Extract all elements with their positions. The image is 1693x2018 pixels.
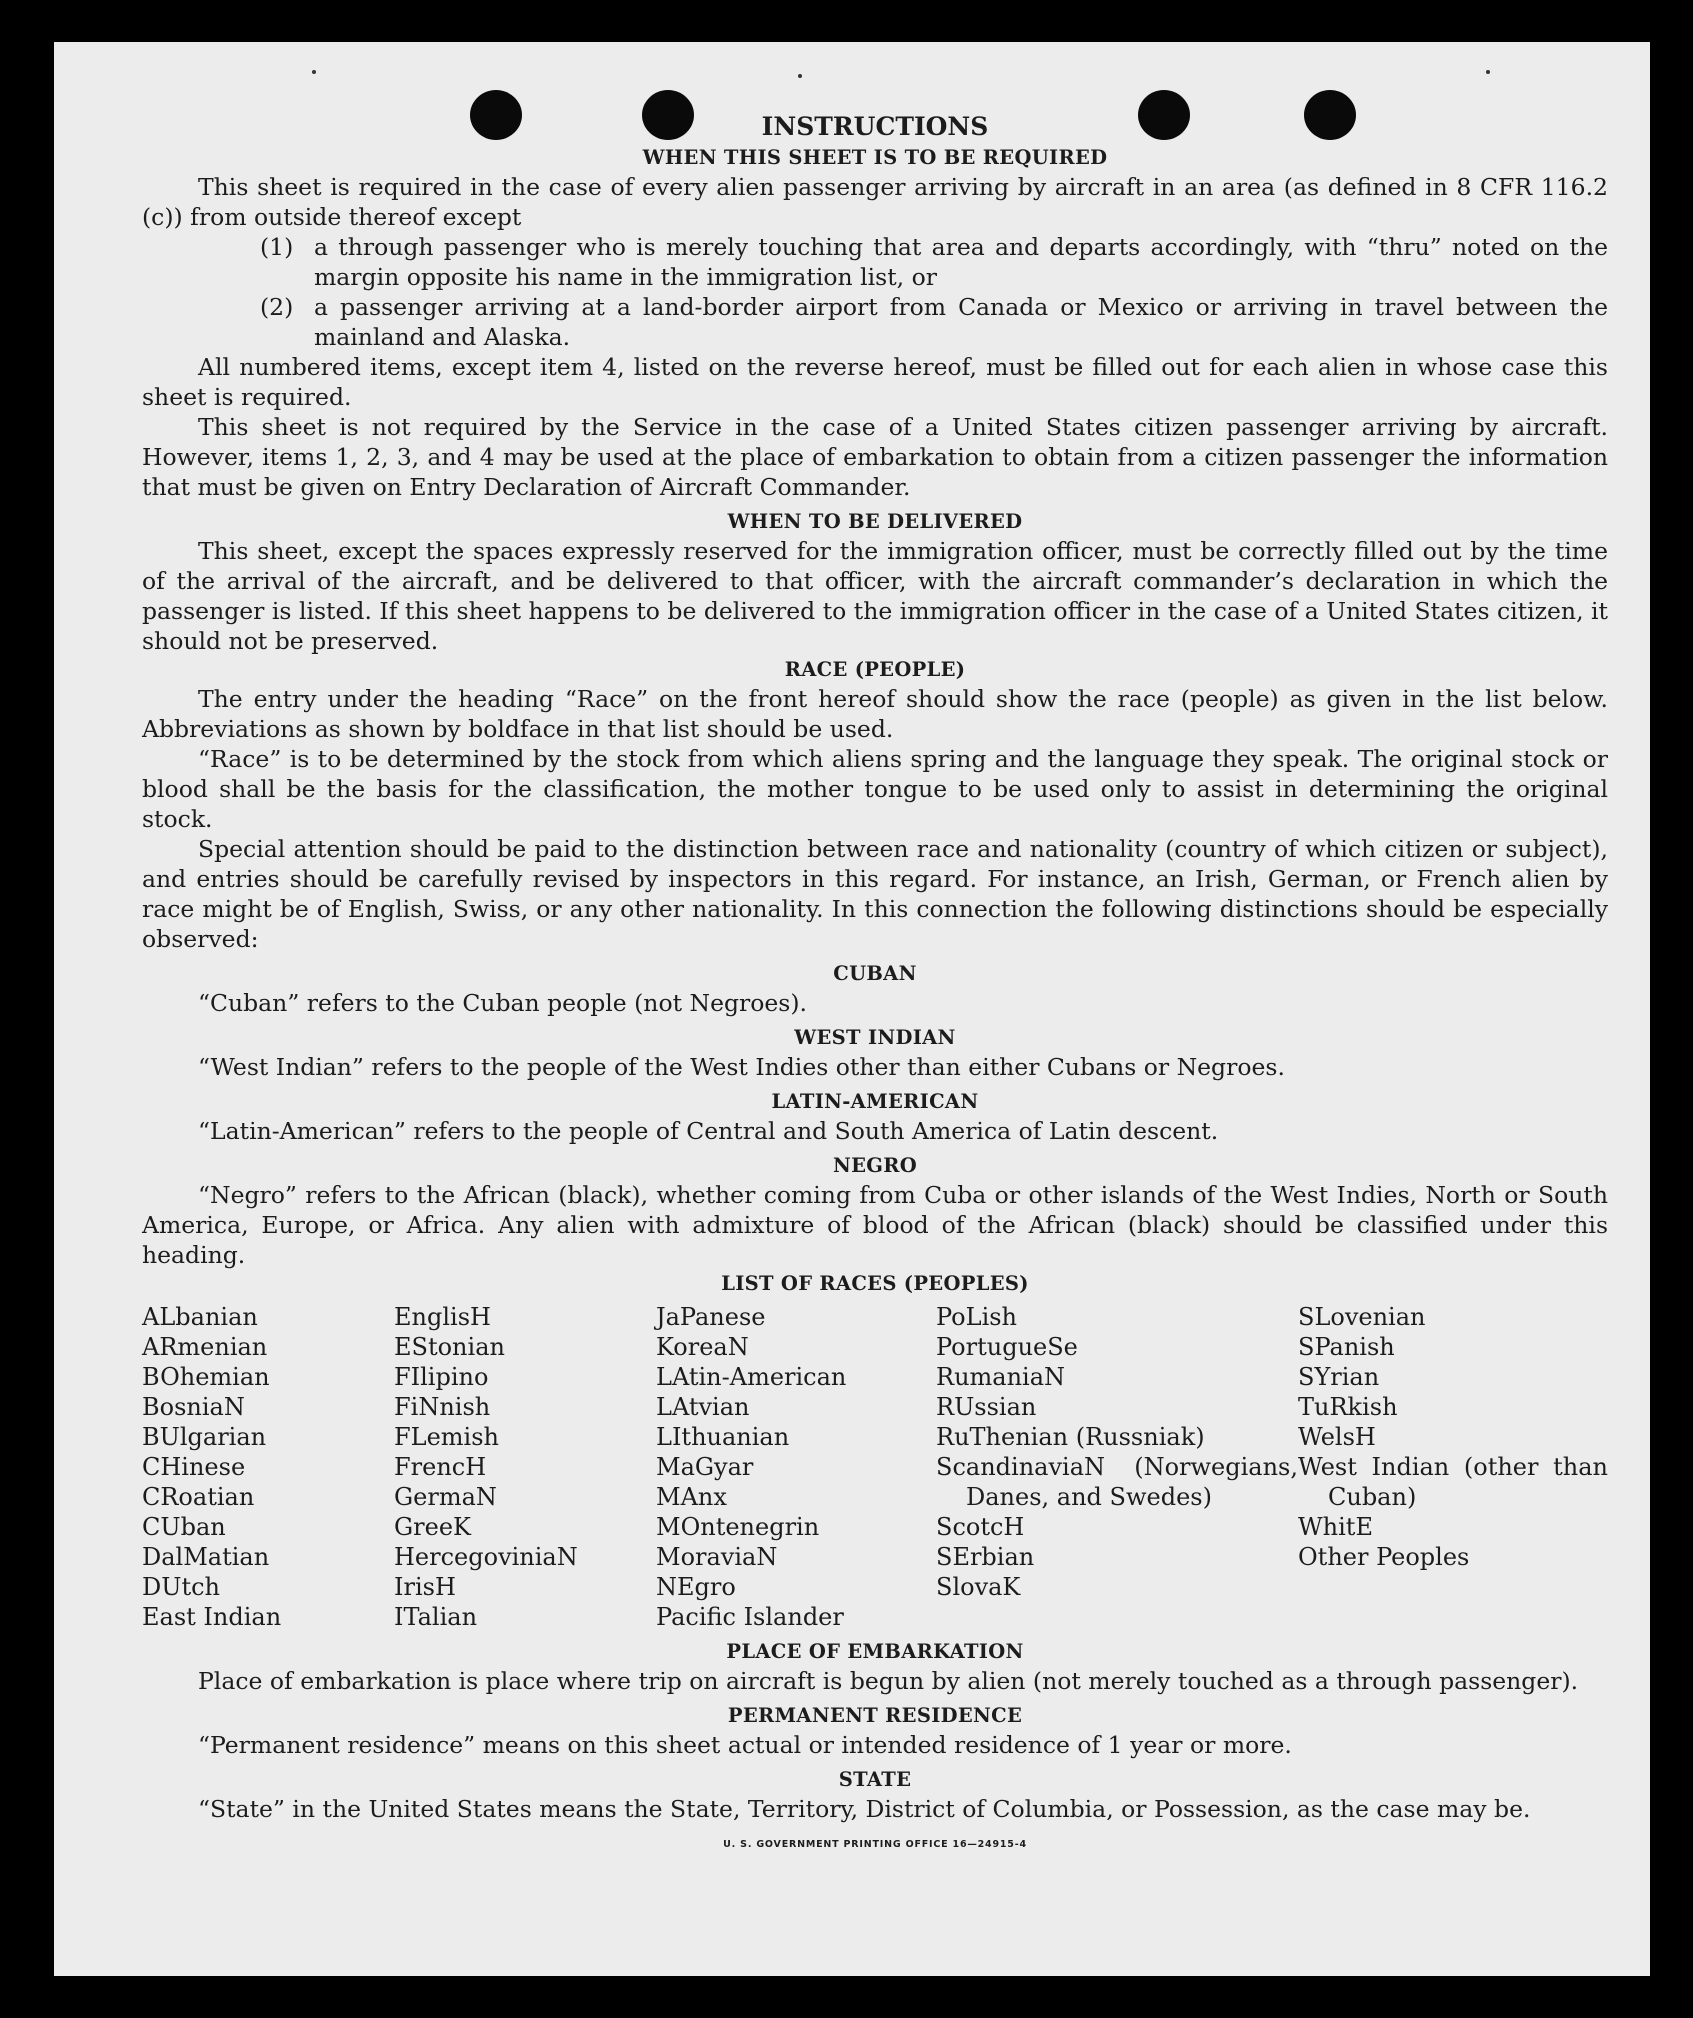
race-entry: RUssian: [936, 1393, 1037, 1421]
race-column: [656, 1302, 936, 1632]
race-entry: MOntenegrin: [656, 1513, 820, 1541]
race-entry: ARmenian: [142, 1333, 268, 1361]
speck: [312, 70, 316, 74]
section-heading: WEST INDIAN: [794, 1026, 956, 1049]
speck: [798, 74, 802, 78]
race-entry: TuRkish: [1298, 1393, 1398, 1421]
paragraph: “Negro” refers to the African (black), whether coming from Cuba or other islands of the West Indies, North or South America, Europe, or Africa. Any alien with admixture of blood of the African (black) should be classified under this heading.: [142, 1181, 1608, 1269]
race-entry: FIlipino: [394, 1363, 489, 1391]
paragraph: All numbered items, except item 4, listed on the reverse hereof, must be filled out for each alien in whose case this sheet is required.: [142, 353, 1608, 411]
race-entry: HercegoviniaN: [394, 1543, 578, 1571]
race-entry: BUlgarian: [142, 1423, 267, 1451]
race-column: [142, 1302, 394, 1632]
race-entry: FLemish: [394, 1423, 499, 1451]
race-entry: KoreaN: [656, 1333, 749, 1361]
race-entry: FrencH: [394, 1453, 487, 1481]
race-entry: CUban: [142, 1513, 226, 1541]
race-entry: SYrian: [1298, 1363, 1380, 1391]
section-heading: PERMANENT RESIDENCE: [727, 1704, 1023, 1727]
paragraph: “Permanent residence” means on this sheet actual or intended residence of 1 year or more.: [198, 1731, 1292, 1759]
race-entry: MAnx: [656, 1483, 727, 1511]
section-heading: CUBAN: [833, 962, 917, 985]
paragraph: Place of embarkation is place where trip on aircraft is begun by alien (not merely touched as a through passenger).: [198, 1667, 1579, 1695]
race-column: [936, 1302, 1298, 1632]
race-entry: SPanish: [1298, 1333, 1395, 1361]
race-entry: DalMatian: [142, 1543, 270, 1571]
race-entry: LAtvian: [656, 1393, 750, 1421]
section-heading: PLACE OF EMBARKATION: [726, 1640, 1024, 1663]
race-entry: SLovenian: [1298, 1303, 1426, 1331]
section-heading: NEGRO: [832, 1154, 918, 1177]
item-text: a through passenger who is merely touching that area and departs accordingly, with “thru” noted on the margin opposite his name in the immigration list, or: [314, 233, 1608, 291]
race-entry: ALbanian: [142, 1303, 258, 1331]
race-entry: DUtch: [142, 1573, 221, 1601]
race-entry: WelsH: [1298, 1423, 1376, 1451]
document-sheet: [54, 42, 1650, 1976]
paragraph: “Latin-American” refers to the people of Central and South America of Latin descent.: [198, 1117, 1219, 1145]
item-number: (2): [260, 293, 294, 321]
paragraph: This sheet, except the spaces expressly reserved for the immigration officer, must be correctly filled out by the time of the arrival of the aircraft, and be delivered to that officer, with the aircraft commander’s declaration in which the passenger is listed. If this sheet happens to be delivered to the immigration officer in the case of a United States citizen, it should not be preserved.: [142, 537, 1608, 655]
race-entry: Other Peoples: [1298, 1543, 1470, 1571]
race-entry: CHinese: [142, 1453, 246, 1481]
race-entry: CRoatian: [142, 1483, 255, 1511]
race-entry: NEgro: [656, 1573, 736, 1601]
race-entry: PortugueSe: [936, 1333, 1078, 1361]
paragraph: “State” in the United States means the State, Territory, District of Columbia, or Possession, as the case may be.: [198, 1795, 1531, 1823]
race-entry: JaPanese: [656, 1303, 766, 1331]
race-entry: GermaN: [394, 1483, 497, 1511]
race-entry: FiNnish: [394, 1393, 491, 1421]
race-entry: LIthuanian: [656, 1423, 790, 1451]
race-entry: SErbian: [936, 1543, 1035, 1571]
instructions-content: [142, 110, 1608, 1860]
race-entry: RumaniaN: [936, 1363, 1066, 1391]
race-entry: EStonian: [394, 1333, 505, 1361]
item-text: a passenger arriving at a land-border airport from Canada or Mexico or arriving in travel between the mainland and Alaska.: [314, 293, 1608, 351]
race-entry: East Indian: [142, 1603, 282, 1631]
paragraph: “Race” is to be determined by the stock from which aliens spring and the language they speak. The original stock or blood shall be the basis for the classification, the mother tongue to be used only to assist in determining the original stock.: [142, 745, 1608, 833]
race-entry: GreeK: [394, 1513, 471, 1541]
section-heading: STATE: [838, 1768, 912, 1791]
section-heading: LIST OF RACES (PEOPLES): [721, 1272, 1029, 1295]
race-entry: PoLish: [936, 1303, 1018, 1331]
paragraph: Special attention should be paid to the distinction between race and nationality (country of which citizen or subject), and entries should be carefully revised by inspectors in this regard. For instance, an Irish, German, or French alien by race might be of English, Swiss, or any other nationality. In this connection the following distinctions should be especially observed:: [142, 835, 1608, 953]
race-entry: LAtin-American: [656, 1363, 847, 1391]
section-heading: WHEN THIS SHEET IS TO BE REQUIRED: [642, 146, 1108, 169]
paragraph: “West Indian” refers to the people of the West Indies other than either Cubans or Negroes.: [198, 1053, 1285, 1081]
section-heading: WHEN TO BE DELIVERED: [727, 510, 1023, 533]
race-entry: ITalian: [394, 1603, 478, 1631]
item-number: (1): [260, 233, 294, 261]
race-entry: MaGyar: [656, 1453, 754, 1481]
paragraph: This sheet is required in the case of every alien passenger arriving by aircraft in an area (as defined in 8 CFR 116.2 (c)) from outside thereof except: [142, 173, 1608, 231]
race-column: [1298, 1302, 1608, 1632]
printer-imprint: U. S. GOVERNMENT PRINTING OFFICE 16—24915-4: [723, 1839, 1027, 1850]
paragraph: The entry under the heading “Race” on the front hereof should show the race (people) as given in the list below. Abbreviations as shown by boldface in that list should be used.: [142, 685, 1608, 743]
speck: [1486, 70, 1490, 74]
race-entry: WhitE: [1298, 1513, 1373, 1541]
race-entry: MoraviaN: [656, 1543, 778, 1571]
race-entry: Pacific Islander: [656, 1603, 844, 1631]
race-entry: RuThenian (Russniak): [936, 1423, 1205, 1451]
numbered-item: [142, 232, 1608, 292]
section-heading: RACE (PEOPLE): [784, 658, 966, 681]
paragraph: “Cuban” refers to the Cuban people (not Negroes).: [198, 989, 808, 1017]
race-entry: IrisH: [394, 1573, 456, 1601]
paragraph: This sheet is not required by the Service in the case of a United States citizen passenger arriving by aircraft. However, items 1, 2, 3, and 4 may be used at the place of embarkation to obtain from a citizen passenger the information that must be given on Entry Declaration of Aircraft Commander.: [142, 413, 1608, 501]
section-heading: LATIN-AMERICAN: [771, 1090, 979, 1113]
race-entry: West Indian (other than Cuban): [1298, 1453, 1608, 1511]
race-entry: BosniaN: [142, 1393, 245, 1421]
race-entry: BOhemian: [142, 1363, 270, 1391]
numbered-item: [142, 292, 1608, 352]
race-column: [394, 1302, 656, 1632]
page-title: INSTRUCTIONS: [761, 112, 989, 141]
race-entry: SlovaK: [936, 1573, 1021, 1601]
race-entry: ScandinaviaN (Norwegians, Danes, and Swedes): [936, 1453, 1298, 1511]
race-entry: EnglisH: [394, 1303, 491, 1331]
race-entry: ScotcH: [936, 1513, 1025, 1541]
race-list: [142, 1302, 1608, 1632]
